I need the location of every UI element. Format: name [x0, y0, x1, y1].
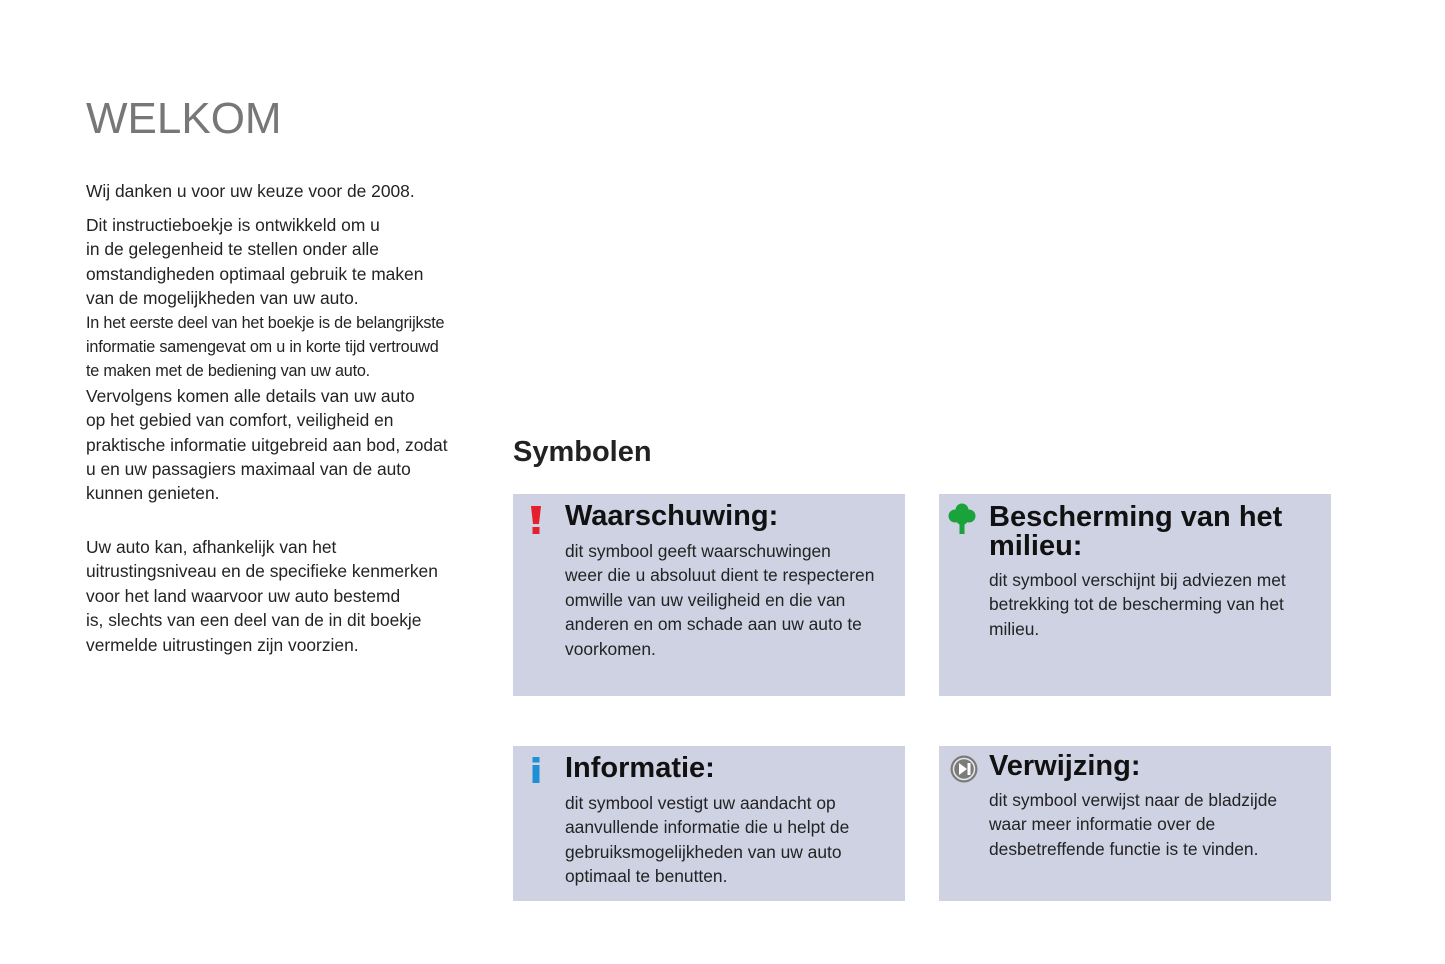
- intro-body: [86, 213, 486, 506]
- intro-note-text: Uw auto kan, afhankelijk van het uitrustingsniveau en de specifieke kenmerken voor het land waarvoor uw auto bestemd is, slechts van een deel van de in dit boekje vermelde uitrustingen zijn voorzien.: [86, 537, 438, 655]
- symbol-title-environment: Bescherming van het milieu:: [989, 501, 1283, 562]
- symbol-text-warning: dit symbool geeft waarschuwingen weer die u absoluut dient te respecteren omwille van uw veiligheid en die van anderen en om schade aan uw auto te voorkomen.: [565, 541, 875, 659]
- symbols-heading: Symbolen: [513, 436, 652, 468]
- tree-icon: [948, 503, 976, 535]
- intro-thanks: [86, 179, 486, 203]
- symbol-box-reference: [939, 746, 1331, 901]
- warning-exclamation-icon: [529, 506, 543, 534]
- page-title: WELKOM: [86, 94, 282, 143]
- symbol-text-reference: dit symbool verwijst naar de bladzijde waar meer informatie over de desbetreffende functie is te vinden.: [989, 790, 1278, 859]
- intro-thanks-text: Wij danken u voor uw keuze voor de 2008.: [86, 181, 415, 201]
- symbol-title-warning: Waarschuwing:: [565, 500, 779, 532]
- symbol-text-environment: dit symbool verschijnt bij adviezen met betrekking tot de bescherming van het milieu.: [989, 570, 1286, 639]
- info-icon: [531, 757, 541, 783]
- next-page-icon: [950, 755, 978, 783]
- symbol-box-information: [513, 746, 905, 901]
- symbol-text-information: dit symbool vestigt uw aandacht op aanvullende informatie die u helpt de gebruiksmogelijkheden van uw auto optimaal te benutten.: [565, 793, 850, 887]
- symbol-box-environment: [939, 494, 1331, 696]
- intro-body-part1: Dit instructieboekje is ontwikkeld om u in de gelegenheid te stellen onder alle omstandigheden optimaal gebruik te maken van de mogelijkheden van uw auto.: [86, 215, 424, 309]
- intro-note: [86, 535, 486, 657]
- symbol-title-reference: Verwijzing:: [989, 750, 1141, 782]
- symbol-box-warning: [513, 494, 905, 696]
- intro-body-part3: Vervolgens komen alle details van uw auto op het gebied van comfort, veiligheid en praktische informatie uitgebreid aan bod, zodat u en uw passagiers maximaal van de auto kunnen genieten.: [86, 385, 448, 504]
- symbol-title-information: Informatie:: [565, 752, 715, 784]
- intro-body-part2: In het eerste deel van het boekje is de belangrijkste informatie samengevat om u in korte tijd vertrouwd te maken met de bediening van uw auto.: [86, 313, 445, 381]
